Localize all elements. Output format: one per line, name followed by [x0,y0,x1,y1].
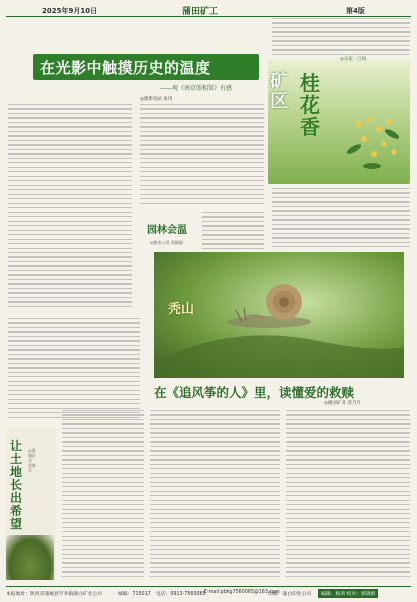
poem-title: 让土地长出希望 [10,439,23,531]
footer-postcode: 邮编：715017 [118,592,151,597]
mid-article-byline: ◎姚河矿业 苏乃升 [324,401,361,406]
footer-editor-badge: 编辑：杨鸿 校对：郭锦娟 [318,589,378,598]
footer-phone: 电话：0913-7560065 [156,592,206,597]
plant-illustration [6,535,54,580]
footer-email: E-mail:pbkg7560065@163.com [204,590,280,595]
garden-title: 园林会温 [147,225,187,236]
mid-column-2 [286,410,410,582]
lower-left-column [62,410,144,582]
poem-byline: ◎蒲城矿业 姜维军 [28,448,36,473]
feature-title: 在光影中触摸历史的温度 [40,59,211,77]
mid-column-1 [150,410,280,582]
feature-subtitle: ——观《南京照相馆》有感 [160,85,233,92]
feature-banner [33,54,259,80]
footer-publisher: 本报地址：陕西省蒲城县罕井镇蒲白矿业公司 [6,592,102,597]
poster-chars-left: 矿区 [270,71,288,112]
footer-printer: 印刷：蒲白印业公司 [268,592,312,597]
poster-chars-right: 桂花香 [300,71,320,139]
feature-byline: ◎建新电站 朱诗 [140,97,173,102]
right-article-top [272,18,410,58]
masthead [6,4,411,17]
footer [6,586,411,599]
feature-column-2 [140,104,264,208]
osmanthus-poster [268,60,410,184]
page-number: 第4版 [346,7,365,15]
garden-byline: ◎热水公司 刘丽丽 [150,240,183,245]
flower-illustration [344,104,404,174]
feature-column-1 [8,104,132,312]
paper-name: 蒲田矿工 [182,7,219,17]
poster-byline: ◎宋家一江杨 [340,57,367,62]
feature-column-3 [8,318,140,423]
photo-title: 秃山 [168,302,195,317]
mid-article-title: 在《追风筝的人》里，读懂爱的救赎 [154,385,355,400]
right-article-bottom [272,188,410,250]
garden-text [202,212,264,252]
issue-date: 2025年9月10日 [42,7,98,15]
